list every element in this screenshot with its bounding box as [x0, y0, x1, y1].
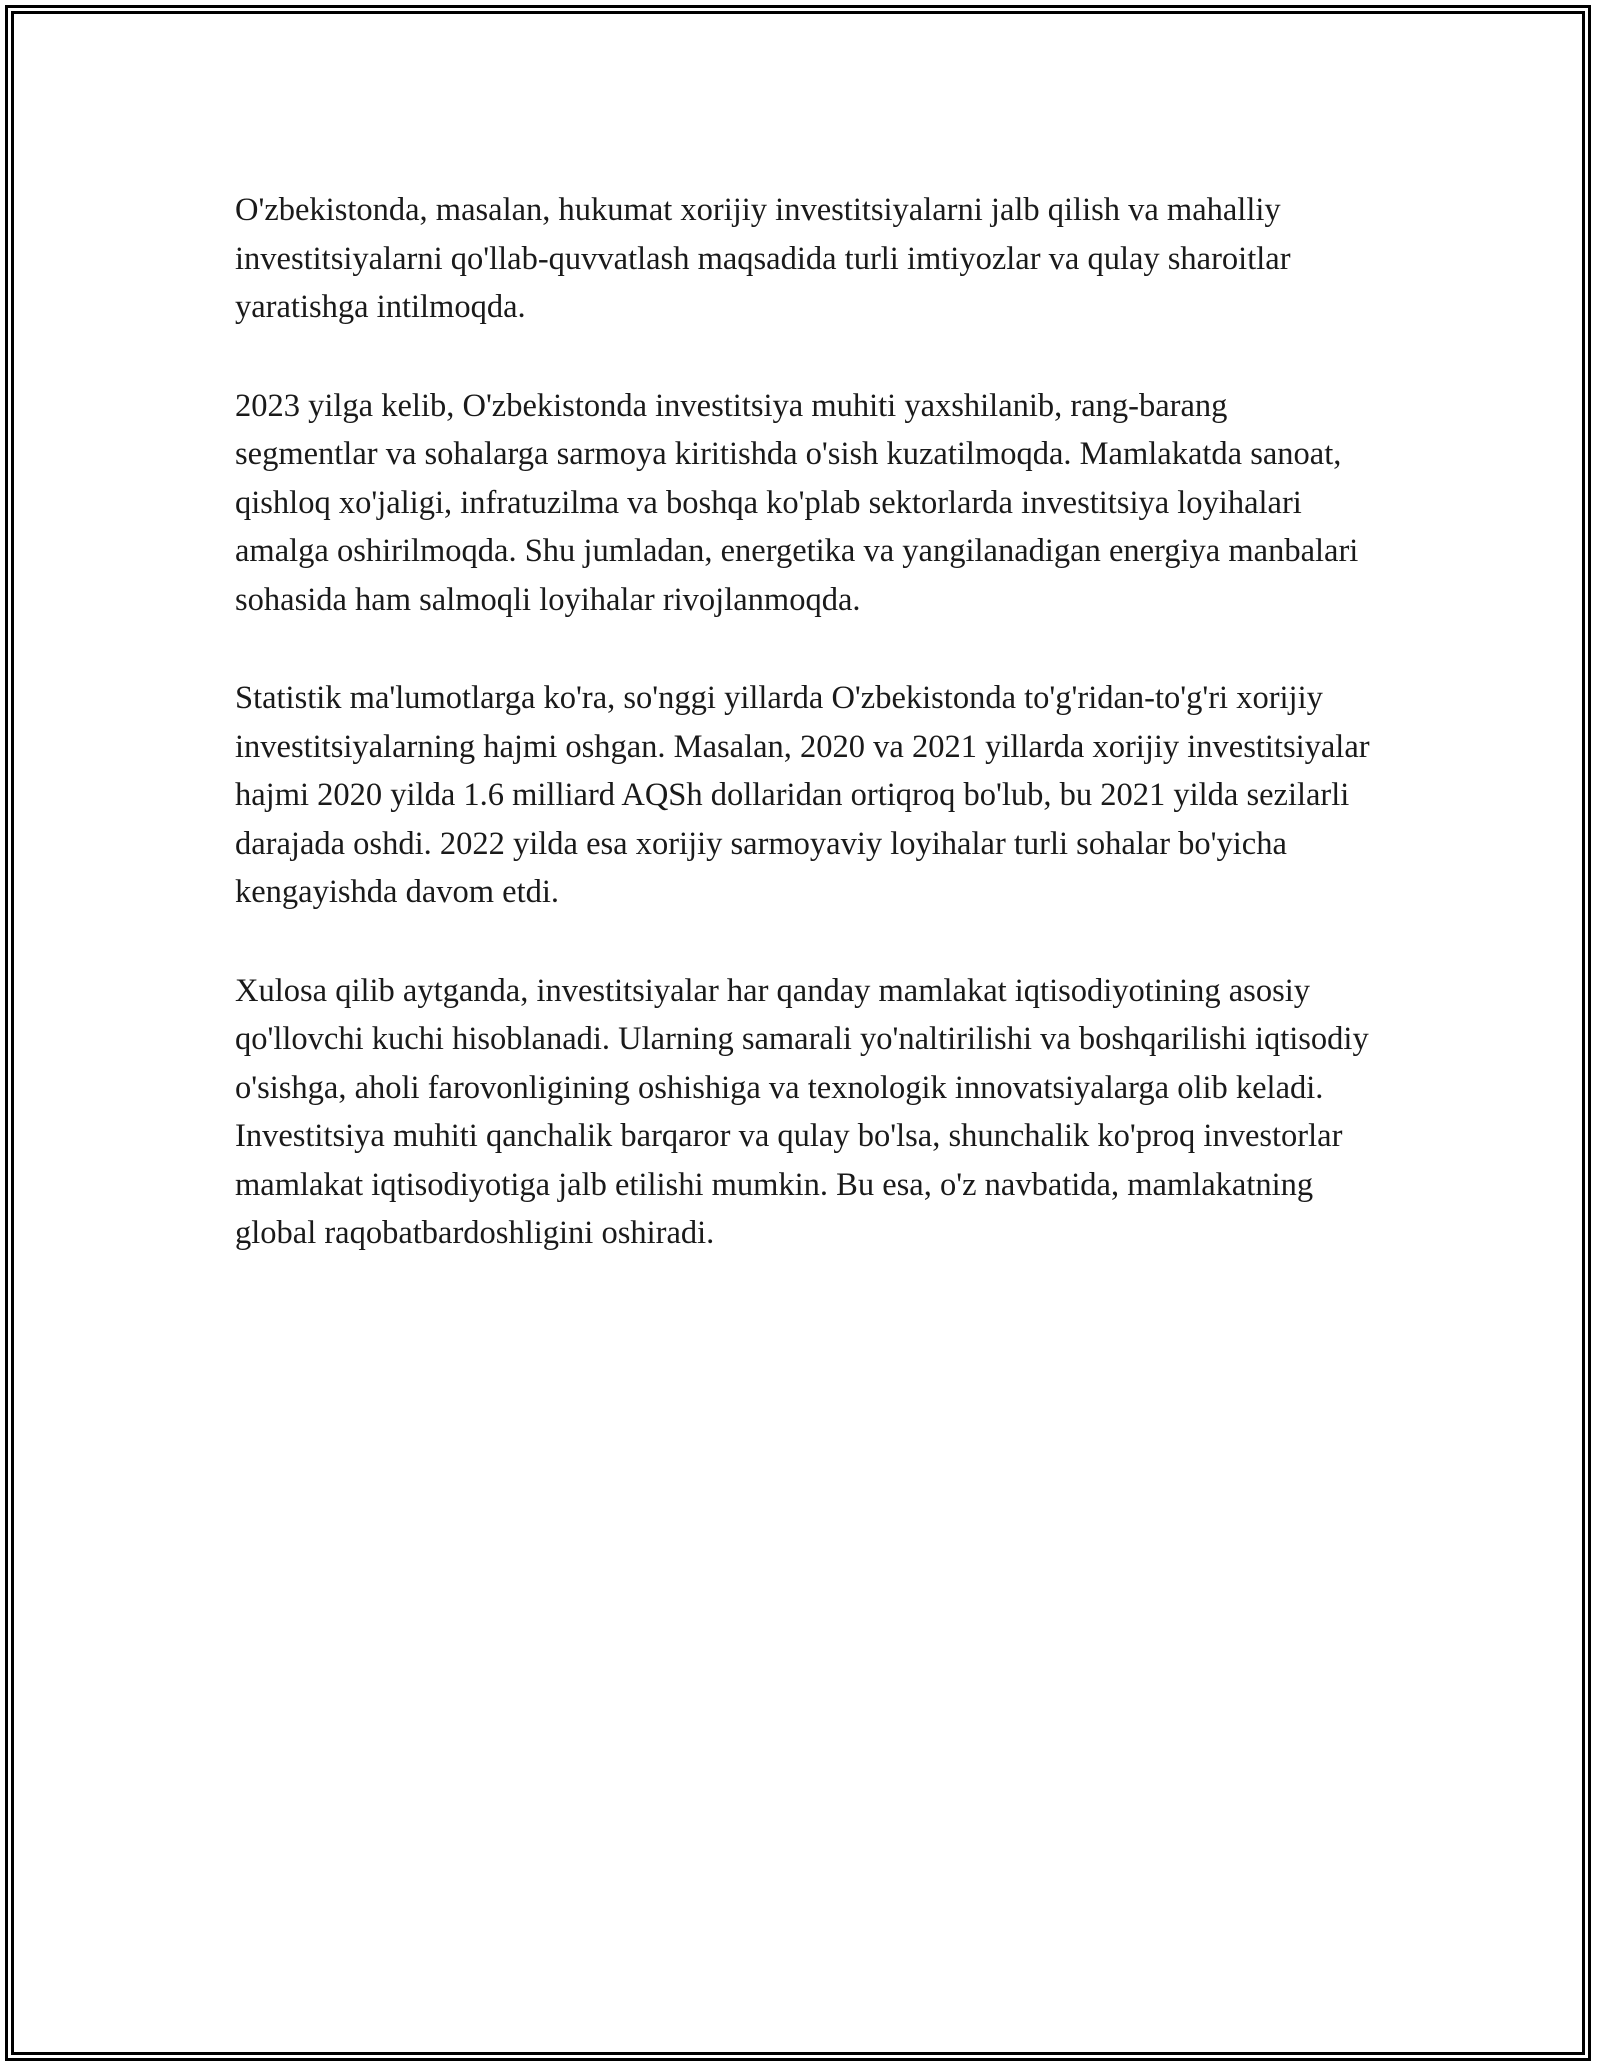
paragraph-4: Xulosa qilib aytganda, investitsiyalar har qanday mamlakat iqtisodiyotining asosiy qo'llovchi kuchi hisoblanadi. Ularning samarali yo'naltirilishi va boshqarilishi iqtisodiy o'sishga, aholi farovonligining oshishiga va texnologik innovatsiyalarga olib keladi. Investitsiya muhiti qanchalik barqaror va qulay bo'lsa, shunchalik ko'proq investorlar mamlakat iqtisodiyotiga jalb etilishi mumkin. Bu esa, o'z navbatida, mamlakatning global raqobatbardoshligini oshiradi. [235, 972, 1369, 1251]
paragraph-1: O'zbekistonda, masalan, hukumat xorijiy investitsiyalarni jalb qilish va mahalliy investitsiyalarni qo'llab-quvvatlash maqsadida turli imtiyozlar va qulay sharoitlar yaratishga intilmoqda. [235, 192, 1291, 325]
document-body [235, 186, 1375, 1308]
paragraph-3: Statistik ma'lumotlarga ko'ra, so'nggi yillarda O'zbekistonda to'g'ridan-to'g'ri xorijiy investitsiyalarning hajmi oshgan. Masalan, 2020 va 2021 yillarda xorijiy investitsiyalar hajmi 2020 yilda 1.6 milliard AQSh dollaridan ortiqroq bo'lub, bu 2021 yilda sezilarli darajada oshdi. 2022 yilda esa xorijiy sarmoyaviy loyihalar turli sohalar bo'yicha kengayishda davom etdi. [235, 680, 1370, 910]
paragraph-2: 2023 yilga kelib, O'zbekistonda investitsiya muhiti yaxshilanib, rang-barang segmentlar va sohalarga sarmoya kiritishda o'sish kuzatilmoqda. Mamlakatda sanoat, qishloq xo'jaligi, infratuzilma va boshqa ko'plab sektorlarda investitsiya loyihalari amalga oshirilmoqda. Shu jumladan, energetika va yangilanadigan energiya manbalari sohasida ham salmoqli loyihalar rivojlanmoqda. [235, 387, 1359, 618]
